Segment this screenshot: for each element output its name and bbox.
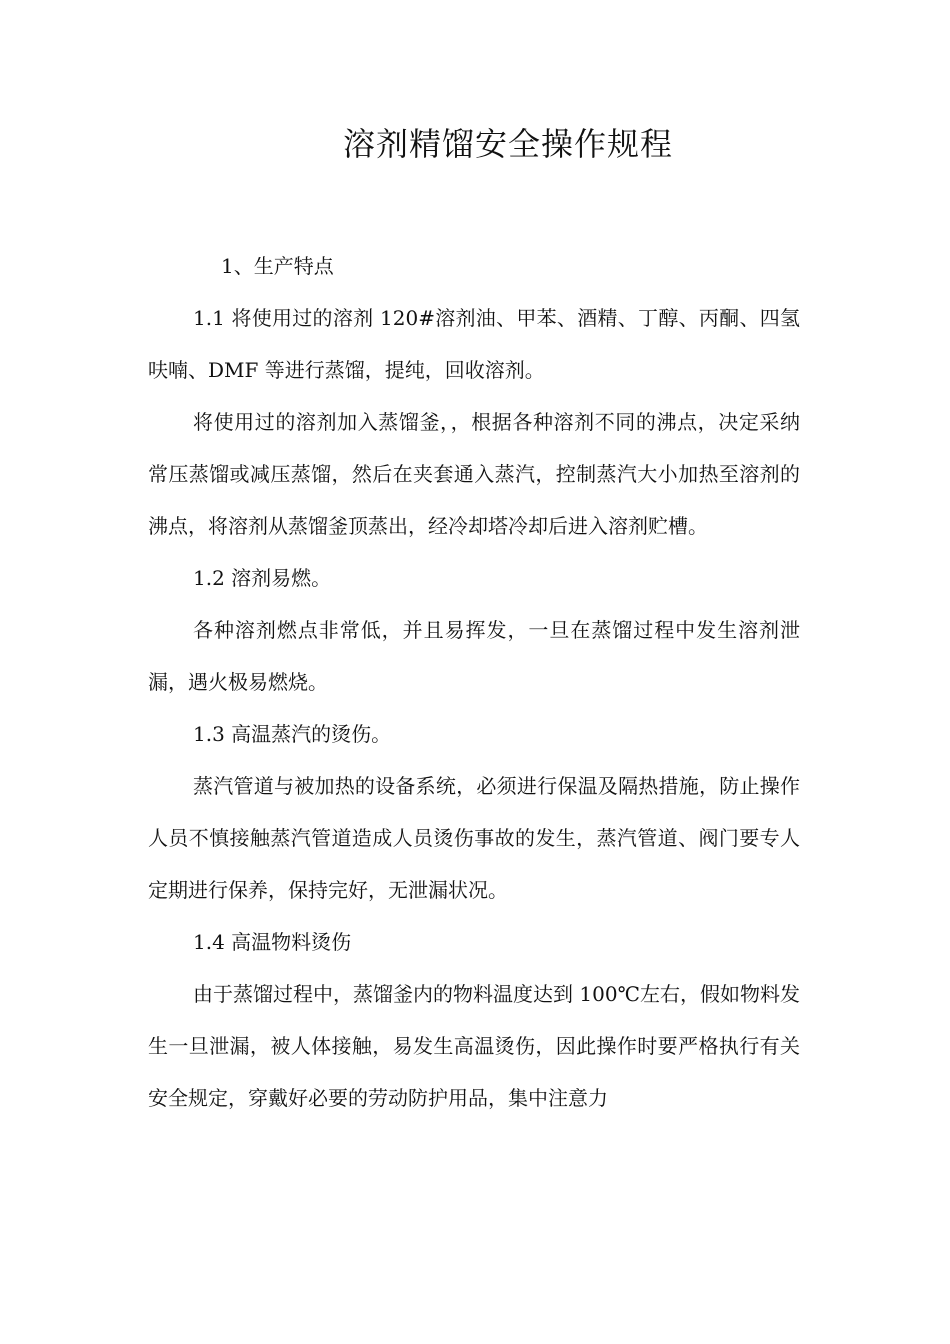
paragraph-process-description: 将使用过的溶剂加入蒸馏釜，，根据各种溶剂不同的沸点，决定采纳常压蒸馏或减压蒸馏，然后在夹套通入蒸汽，控制蒸汽大小加热至溶剂的沸点，将溶剂从蒸馏釜顶蒸出，经冷却塔冷却后进入溶剂贮槽。 — [148, 410, 800, 538]
paragraph-1-3: 1.3 高温蒸汽的烫伤。 — [193, 722, 392, 746]
paragraph-steam-burns: 蒸汽管道与被加热的设备系统，必须进行保温及隔热措施，防止操作人员不慎接触蒸汽管道造成人员烫伤事故的发生，蒸汽管道、阀门要专人定期进行保养，保持完好，无泄漏状况。 — [148, 774, 800, 902]
paragraph-1-4: 1.4 高温物料烫伤 — [193, 930, 352, 954]
document-title: 溶剂精馏安全操作规程 — [342, 125, 673, 163]
paragraph-material-burns: 由于蒸馏过程中，蒸馏釜内的物料温度达到 100℃左右，假如物料发生一旦泄漏，被人体接触，易发生高温烫伤，因此操作时要严格执行有关安全规定，穿戴好必要的劳动防护用品，集中注意力 — [148, 982, 800, 1110]
paragraph-1-2: 1.2 溶剂易燃。 — [193, 566, 332, 590]
section-heading-production-features: 1、生产特点 — [221, 254, 334, 278]
document-body — [148, 240, 800, 1124]
paragraph-1-1: 1.1 将使用过的溶剂 120#溶剂油、甲苯、酒精、丁醇、丙酮、四氢呋喃、DMF 等进行蒸馏，提纯，回收溶剂。 — [148, 306, 800, 382]
paragraph-flammability: 各种溶剂燃点非常低，并且易挥发，一旦在蒸馏过程中发生溶剂泄漏，遇火极易燃烧。 — [148, 618, 800, 694]
